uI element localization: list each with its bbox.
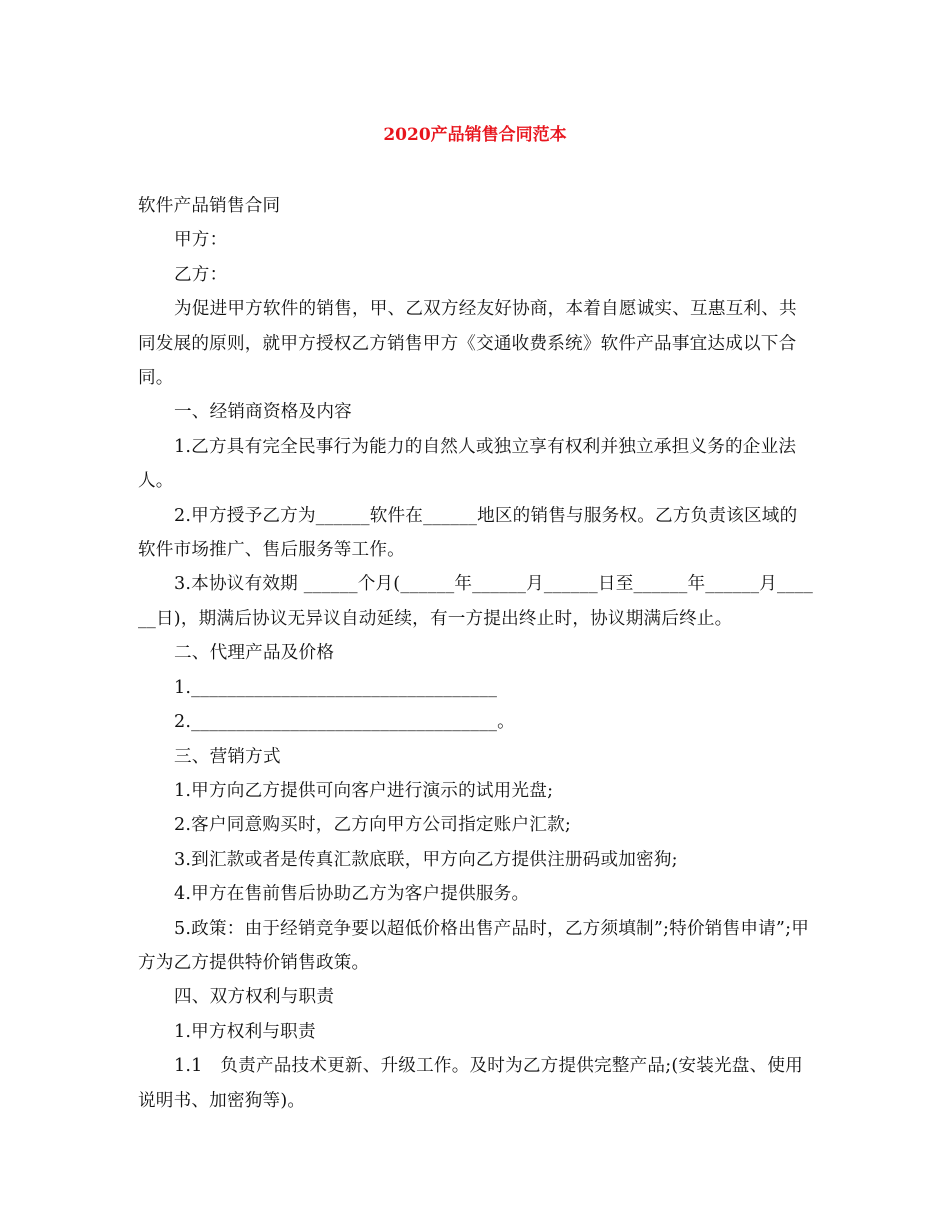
document-body — [138, 189, 814, 1118]
clause-party-a-1-1: 1.1 负责产品技术更新、升级工作。及时为乙方提供完整产品;(安装光盘、使用说明书、加密狗等)。 — [138, 1056, 803, 1111]
marketing-clause-1: 1.甲方向乙方提供可向客户进行演示的试用光盘; — [174, 780, 554, 801]
product-line-1: 1.__________________________________ — [174, 677, 498, 698]
section-heading-4: 四、双方权利与职责 — [174, 987, 335, 1008]
marketing-clause-2: 2.客户同意购买时，乙方向甲方公司指定账户汇款; — [174, 815, 571, 836]
subsection-heading-party-a: 1.甲方权利与职责 — [174, 1021, 316, 1042]
marketing-clause-5: 5.政策：由于经销竞争要以超低价格出售产品时，乙方须填制”;特价销售申请”;甲方为乙方提供特价销售政策。 — [138, 918, 810, 973]
party-a-line: 甲方： — [174, 230, 228, 251]
product-line-2: 2.__________________________________。 — [174, 712, 515, 733]
marketing-clause-4: 4.甲方在售前售后协助乙方为客户提供服务。 — [174, 884, 530, 905]
party-b-line: 乙方： — [174, 264, 228, 285]
section-heading-1: 一、经销商资格及内容 — [174, 402, 352, 423]
contract-name: 软件产品销售合同 — [138, 196, 281, 216]
document-title: 2020产品销售合同范本 — [383, 125, 567, 145]
clause-1-3: 3.本协议有效期 ______个月(______年______月______日至______年______月______日)，期满后协议无异议自动延续，有一方提出终止时，协议期满后终止。 — [138, 574, 814, 629]
section-heading-3: 三、营销方式 — [174, 746, 281, 767]
section-heading-2: 二、代理产品及价格 — [174, 643, 335, 664]
preamble-paragraph: 为促进甲方软件的销售，甲、乙双方经友好协商，本着自愿诚实、互惠互利、共同发展的原则，就甲方授权乙方销售甲方《交通收费系统》软件产品事宜达成以下合同。 — [138, 299, 797, 389]
clause-1-1: 1.乙方具有完全民事行为能力的自然人或独立享有权利并独立承担义务的企业法人。 — [138, 436, 797, 492]
marketing-clause-3: 3.到汇款或者是传真汇款底联，甲方向乙方提供注册码或加密狗; — [174, 849, 678, 870]
clause-1-2: 2.甲方授予乙方为______软件在______地区的销售与服务权。乙方负责该区域的软件市场推广、售后服务等工作。 — [138, 505, 798, 561]
